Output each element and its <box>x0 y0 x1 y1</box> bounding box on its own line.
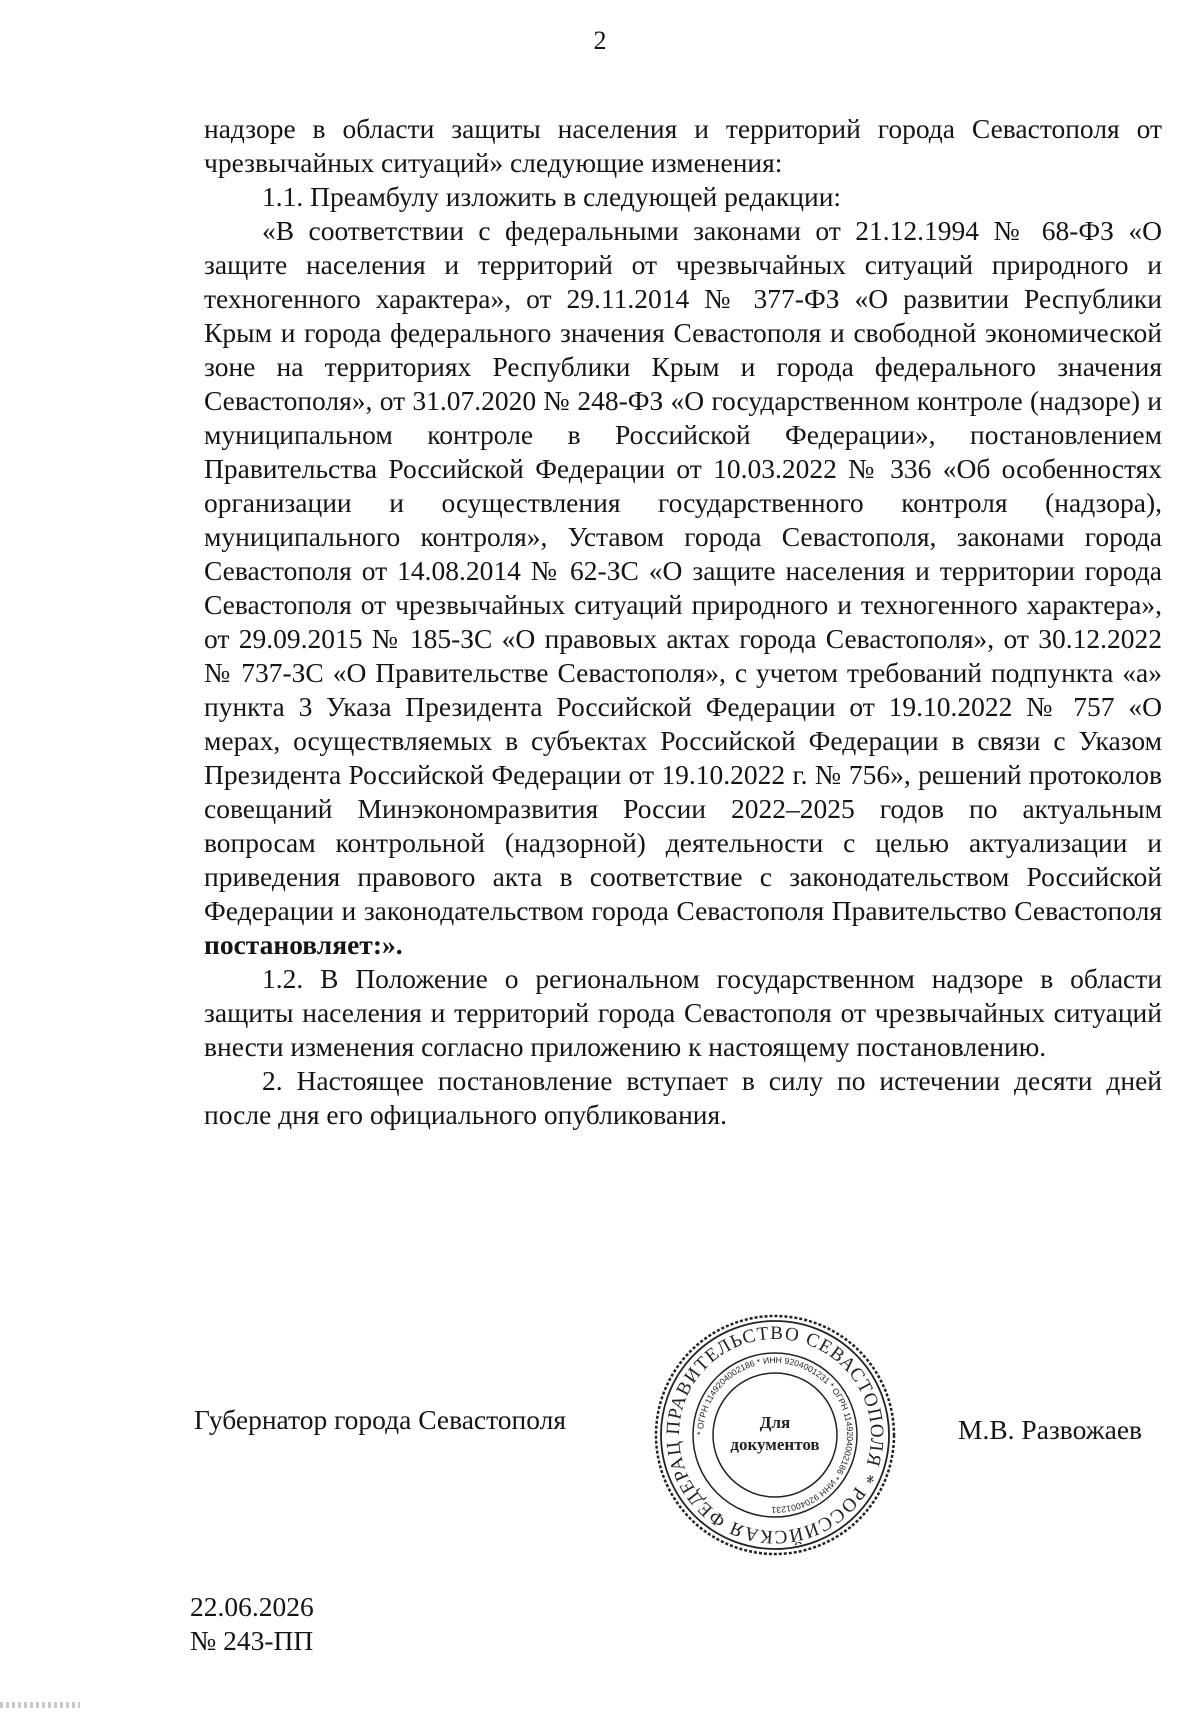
document-number: № 243-ПП <box>190 1625 314 1656</box>
preamble-bold-text: постановляет:». <box>204 929 403 960</box>
seal-inner-text: * ОГРН 1149204002186 * ИНН 9204001231 * ОГРН 1149204002186 * ИНН 9204001231 <box>694 1354 856 1516</box>
paragraph-1-1: 1.1. Преамбулу изложить в следующей редакции: <box>262 181 842 212</box>
paragraph-preamble <box>204 214 1162 962</box>
paragraph-intro: надзоре в области защиты населения и территорий города Севастополя от чрезвычайных ситуаций» следующие изменения: <box>204 113 1162 178</box>
seal-center-line2: документов <box>730 1435 820 1454</box>
page-number: 2 <box>593 26 607 55</box>
official-seal <box>650 1310 900 1560</box>
document-body <box>204 112 1162 1132</box>
signature-title: Губернатор города Севастополя <box>194 1404 566 1435</box>
signature-name: М.В. Развожаев <box>958 1414 1143 1445</box>
paragraph-1-2: 1.2. В Положение о региональном государственном надзоре в области защиты населения и территорий города Севастополя от чрезвычайных ситуаций внести изменения согласно приложению к настоящему постановлению. <box>204 963 1162 1062</box>
document-date: 22.06.2026 <box>190 1591 314 1622</box>
preamble-text: «В соответствии с федеральными законами от 21.12.1994 № 68-ФЗ «О защите населения и территорий от чрезвычайных ситуаций природного и техногенного характера», от 29.11.2014 № 377-ФЗ «О развитии Республики Крым и города федерального значения Севастополя и свободной экономической зоне на территориях Республики Крым и города федерального значения Севастополя», от 31.07.2020 № 248-ФЗ «О государственном контроле (надзоре) и муниципальном контроле в Российской Федерации», постановлением Правительства Российской Федерации от 10.03.2022 № 336 «Об особенностях организации и осуществления государственного контроля (надзора), муниципального контроля», Уставом города Севастополя, законами города Севастополя от 14.08.2014 № 62-ЗС «О защите населения и территории города Севастополя от чрезвычайных ситуаций природного и техногенного характера», от 29.09.2015 № 185-ЗС «О правовых актах города Севастополя», от 30.12.2022 № 737-ЗС «О Правительстве Севастополя», с учетом требований подпункта «а» пункта 3 Указа Президента Российской Федерации от 19.10.2022 № 757 «О мерах, осуществляемых в субъектах Российской Федерации в связи с Указом Президента Российской Федерации от 19.10.2022 г. № 756», решений протоколов совещаний Минэкономразвития России 2022–2025 годов по актуальным вопросам контрольной (надзорной) деятельности с целью актуализации и приведения правового акта в соответствие с законодательством Российской Федерации и законодательством города Севастополя Правительство Севастополя <box>204 215 1162 926</box>
seal-center-line1: Для <box>759 1413 791 1432</box>
paragraph-2: 2. Настоящее постановление вступает в силу по истечении десяти дней после дня его официального опубликования. <box>204 1065 1162 1130</box>
document-details <box>190 1590 314 1658</box>
seal-outer-text: ПРАВИТЕЛЬСТВО СЕВАСТОПОЛЯ * РОССИЙСКАЯ ФЕДЕРАЦ <box>662 1322 888 1548</box>
scan-artifact <box>0 1702 80 1708</box>
seal-icon <box>650 1310 900 1560</box>
